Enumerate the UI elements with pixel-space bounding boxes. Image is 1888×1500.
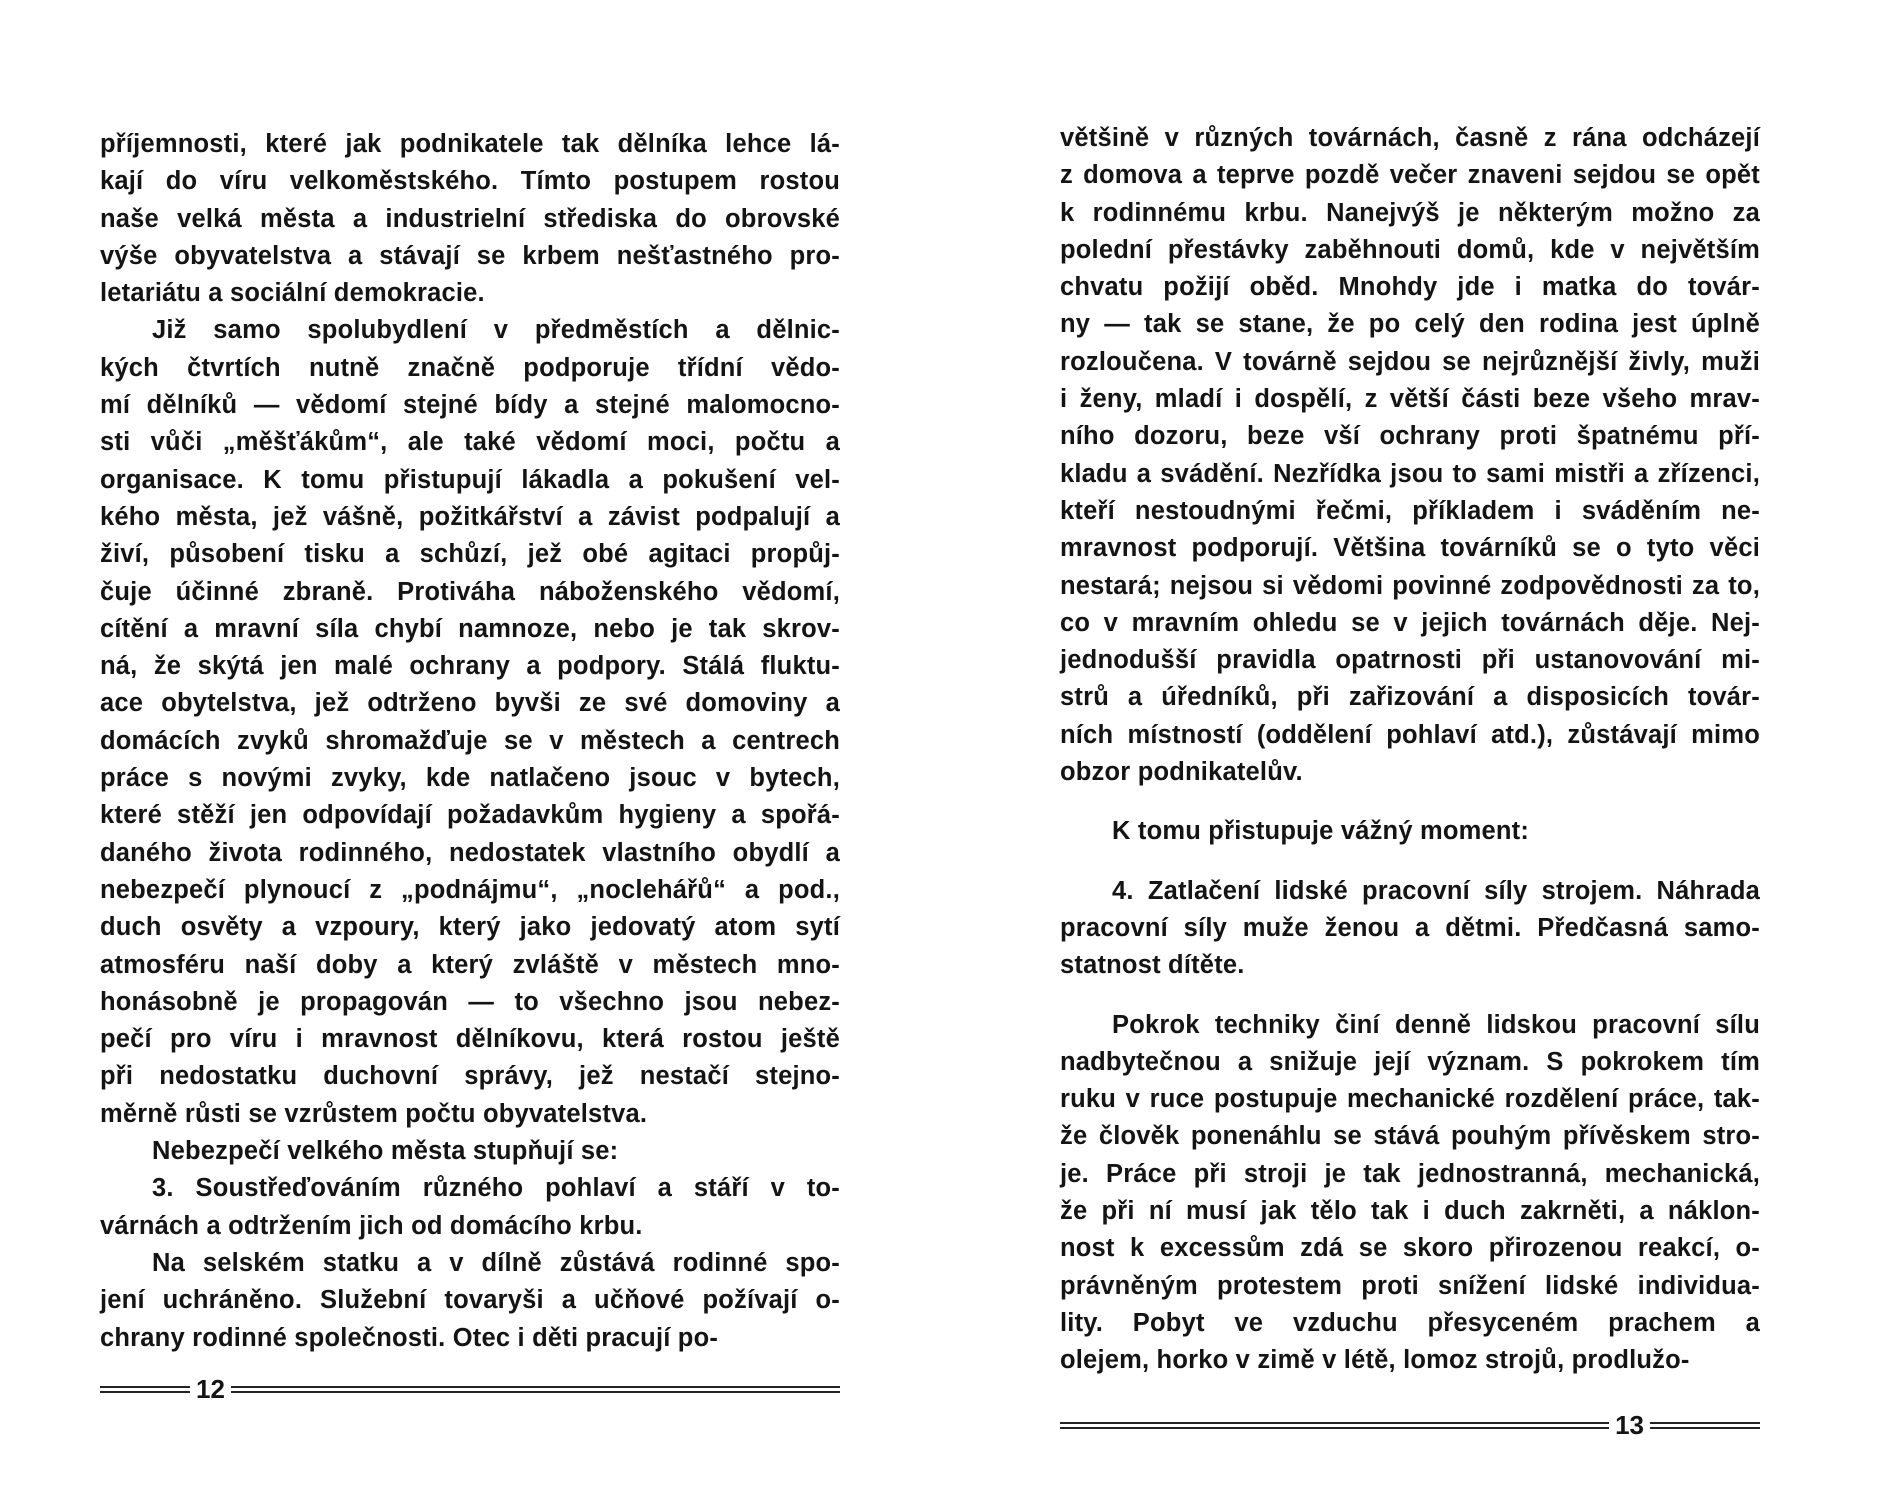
text-line: právněným protestem proti snížení lidské individua- <box>1060 1271 1760 1300</box>
page-number: 12 <box>196 1374 225 1404</box>
text-line: ruku v ruce postupuje mechanické rozdělení práce, tak- <box>1060 1085 1760 1114</box>
text-line: strů a úředníků, při zařizování a disposicích továr- <box>1060 683 1760 712</box>
text-line: že při ní musí jak tělo tak i duch zakrněti, a náklon- <box>1060 1197 1760 1226</box>
text-line: domácích zvyků shromažďuje se v městech a centrech <box>100 726 840 755</box>
text-line: k rodinnému krbu. Nanejvýš je některým možno za <box>1060 198 1760 227</box>
section-heading-line: 4. Zatlačení lidské pracovní síly strojem. Náhrada <box>1112 876 1760 905</box>
text-line: letariátu a sociální demokracie. <box>100 279 485 308</box>
text-line: měrně růsti se vzrůstem počtu obyvatelstva. <box>100 1099 648 1128</box>
text-line: honásobně je propagován — to všechno jsou nebez- <box>100 987 840 1016</box>
text-line: naše velká města a industrielní střediska do obrovské <box>100 204 840 233</box>
text-line: příjemnosti, které jak podnikatele tak dělníka lehce lá- <box>100 130 840 158</box>
text-line: pečí pro víru i mravnost dělníkovu, která rostou ještě <box>100 1025 840 1054</box>
text-line: cítění a mravní síla chybí namnoze, nebo je tak skrov- <box>100 614 840 643</box>
section-heading-line: statnost dítěte. <box>1060 951 1245 980</box>
text-line: nost k excessům zdá se skoro přirozenou reakcí, o- <box>1060 1234 1760 1263</box>
text-line: kladu a svádění. Nezřídka jsou to sami mistři a zřízenci, <box>1060 459 1760 488</box>
paragraph-first-line: K tomu přistupuje vážný moment: <box>1112 817 1530 846</box>
text-line: jednodušší pravidla opatrnosti při ustanovování mi- <box>1060 646 1760 675</box>
text-line: kých čtvrtích nutně značně podporuje třídní vědo- <box>100 353 840 382</box>
text-line: atmosféru naší doby a který zvláště v městech mno- <box>100 950 840 979</box>
text-line: že člověk ponenáhlu se stává pouhým přívěskem stro- <box>1060 1122 1760 1151</box>
text-line: jení uchráněno. Služební tovaryši a učňové požívají o- <box>100 1286 840 1315</box>
page-footer <box>1060 1410 1760 1441</box>
right-page <box>944 0 1888 1500</box>
text-line: je. Práce při stroji je tak jednostranná, mechanická, <box>1060 1159 1760 1188</box>
section-heading-line: 3. Soustřeďováním různého pohlaví a stáří v to- <box>152 1174 840 1203</box>
text-line: ního dozoru, beze vší ochrany proti špatnému pří- <box>1060 422 1760 451</box>
text-line: které stěží jen odpovídají požadavkům hygieny a spořá- <box>100 801 840 830</box>
text-line: daného života rodinného, nedostatek vlastního obydlí a <box>100 838 840 867</box>
text-line: i ženy, mladí i dospělí, z větší části beze všeho mrav- <box>1060 385 1760 414</box>
section-heading-line: pracovní síly muže ženou a dětmi. Předčasná samo- <box>1060 913 1760 942</box>
text-line: práce s novými zvyky, kde natlačeno jsouc v bytech, <box>100 764 840 793</box>
text-line: ná, že skýtá jen malé ochrany a podpory. Stálá fluktu- <box>100 652 840 681</box>
text-line: polední přestávky zaběhnouti domů, kde v největším <box>1060 235 1760 264</box>
text-line: mí dělníků — vědomí stejné bídy a stejné malomocno- <box>100 391 840 420</box>
text-line: olejem, horko v zimě v létě, lomoz strojů, prodlužo- <box>1060 1346 1690 1375</box>
text-line: při nedostatku duchovní správy, jež nestačí stejno- <box>100 1062 840 1091</box>
text-line: nadbytečnou a snižuje její význam. S pokrokem tím <box>1060 1047 1760 1076</box>
text-line: mravnost podporují. Většina továrníků se o tyto věci <box>1060 534 1760 563</box>
footer-rule <box>1650 1422 1760 1429</box>
page-number: 13 <box>1615 1410 1644 1440</box>
text-line: kého města, jež vášně, požitkářství a závist podpalují a <box>100 502 840 531</box>
text-line: z domova a teprve pozdě večer znaveni sejdou se opět <box>1060 161 1760 190</box>
paragraph-first-line: Pokrok techniky činí denně lidskou pracovní sílu <box>1112 1010 1760 1039</box>
text-line: výše obyvatelstva a stávají se krbem nešťastného pro- <box>100 241 840 270</box>
text-line: většině v různých továrnách, časně z rána odcházejí <box>1060 124 1760 152</box>
text-line: ních místností (oddělení pohlaví atd.), zůstávají mimo <box>1060 720 1760 749</box>
text-line: lity. Pobyt ve vzduchu přesyceném prachem a <box>1060 1308 1760 1337</box>
text-line: sti vůči „měšťákům“, ale také vědomí moci, počtu a <box>100 428 840 457</box>
footer-rule <box>231 1386 840 1393</box>
text-line: chvatu požijí oběd. Mnohdy jde i matka do továr- <box>1060 273 1760 302</box>
paragraph-first-line: Již samo spolubydlení v předměstích a dělnic- <box>152 316 840 345</box>
text-line: kteří nestoudnými řečmi, příkladem i sváděním ne- <box>1060 496 1760 525</box>
text-line: co v mravním ohledu se v jejich továrnách děje. Nej- <box>1060 608 1760 637</box>
paragraph-first-line: Nebezpečí velkého města stupňují se: <box>152 1137 619 1166</box>
text-line: čuje účinné zbraně. Protiváha náboženského vědomí, <box>100 577 840 606</box>
text-line: chrany rodinné společnosti. Otec i děti pracují po- <box>100 1323 719 1352</box>
text-line: organisace. K tomu přistupují lákadla a pokušení vel- <box>100 465 840 494</box>
footer-rule <box>100 1386 190 1393</box>
text-line: duch osvěty a vzpoury, který jako jedovatý atom sytí <box>100 913 840 942</box>
text-line: ny — tak se stane, že po celý den rodina jest úplně <box>1060 310 1760 339</box>
text-line: živí, působení tisku a schůzí, jež obé agitaci propůj- <box>100 540 840 569</box>
text-line: ace obytelstva, jež odtrženo byvši ze své domoviny a <box>100 689 840 718</box>
left-page-text <box>100 126 840 1357</box>
right-page-text <box>1060 120 1760 1380</box>
footer-rule <box>1060 1422 1609 1429</box>
text-line: nebezpečí plynoucí z „podnájmu“, „noclehářů“ a pod., <box>100 875 840 904</box>
text-line: obzor podnikatelův. <box>1060 758 1303 787</box>
text-line: nestará; nejsou si vědomi povinné zodpovědnosti za to, <box>1060 571 1760 600</box>
text-line: rozloučena. V továrně sejdou se nejrůznější živly, muži <box>1060 347 1760 376</box>
text-line: kají do víru velkoměstského. Tímto postupem rostou <box>100 167 840 196</box>
section-heading-line: várnách a odtržením jich od domácího krbu. <box>100 1211 643 1240</box>
paragraph-first-line: Na selském statku a v dílně zůstává rodinné spo- <box>152 1248 840 1277</box>
page-footer <box>100 1374 840 1405</box>
